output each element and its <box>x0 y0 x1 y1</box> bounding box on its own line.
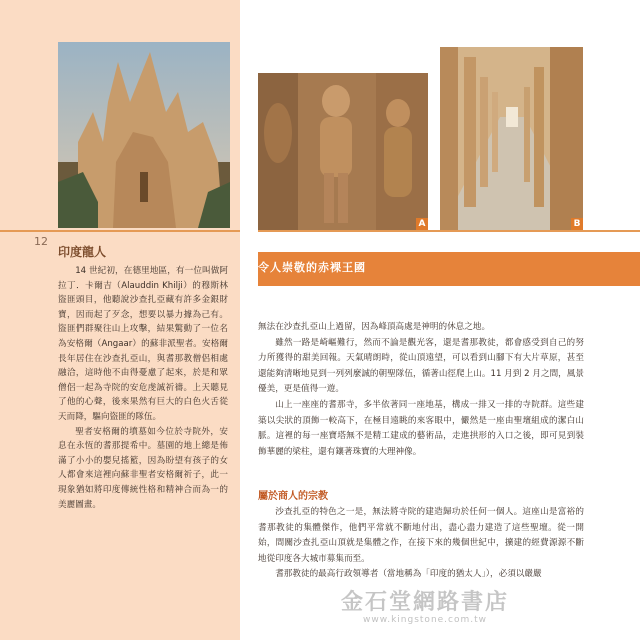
divider-right <box>258 230 640 232</box>
section-paragraph: 沙查扎亞的特色之一是，無法將寺院的建造歸功於任何一個人。這座山是富裕的耆那教徒的集體傑作，他們平常就不斷地付出，盡心盡力建造了這些聖壇。從一開始，間關沙查扎亞山頂就是集體之作，在接下來的幾個世紀中，擴建的經費源源不斷地從印度各大城市募集而至。 <box>258 507 584 564</box>
divider-left <box>0 230 240 232</box>
carving-photo <box>258 73 428 230</box>
section-text <box>258 505 584 583</box>
temple-photo <box>58 42 230 228</box>
photo-label-b: B <box>571 218 583 230</box>
main-text <box>258 320 584 460</box>
watermark-url: www.kingstone.com.tw <box>362 615 488 625</box>
corridor-photo <box>440 47 583 230</box>
photo-label-a: A <box>416 218 428 230</box>
watermark-text: 金石堂網路書店 <box>340 589 509 615</box>
main-paragraph: 雖然一路是崎嶇難行，然而不論是觀光客，還是耆那教徒，都會感受到自己的努力所獲得的甜美回報。天氣晴朗時，從山頂遠望，可以看到山腳下有大片草原，甚至還能夠清晰地見到一列列麼誠的朝聖隊伍，循著山徑爬上山。11 月到 2 月之間，風景優美，更是值得一遊。 <box>258 337 584 395</box>
sidebar-paragraph: 聖者安格爾的墳墓如今位於寺院外，安息在永恆的耆那提希中。墓園的地上總是佈滿了小小的嬰兒搖籃，因為盼望有孩子的女人都會來這裡向蘇非聖者安格爾祈子，此一現象猶如將印度傳統性格和精神合而為一的美麗圖畫。 <box>58 426 228 510</box>
sidebar-paragraph: 14 世紀初，在德里地區，有一位叫做阿拉丁．卡爾吉（Alauddin Khilji）的穆斯林盜匪頭目，他聽說沙查扎亞藏有許多金銀財寶，因而起了歹念，想要以暴力據為己有。盜匪們群聚往山上攻擊，結果驚動了一位名為安格爾（Angaar）的蘇非派聖者。安格爾長年居住在沙查扎亞山，與耆那教僧侶相處融洽，這時他不由得憂慮了起來，於是和眾僧侶一起為寺院的安危虔誠祈禱。上天聽見了他的心聲，後來果然有巨大的白色火舌從天而降，驅向盜匪的隊伍。 <box>58 266 228 422</box>
page-number: 12 <box>34 235 48 248</box>
sidebar-text <box>58 264 228 512</box>
main-paragraph: 無法在沙查扎亞山上過留，因為峰頂高處是神明的休息之地。 <box>258 322 491 332</box>
section-paragraph: 耆那教徒的最高行政領導者（當地稱為「印度的猶太人」），必須以嚴嚴 <box>275 569 542 580</box>
section-heading: 屬於商人的宗教 <box>258 491 328 502</box>
sidebar-heading: 印度龍人 <box>58 245 107 259</box>
main-paragraph: 山上一座座的耆那寺，多半依著同一座地基，構成一排又一排的寺院群。這些建築以尖狀的頂飾一較高下，在極目遠眺的來客眼中，儼然是一座由聖壇組成的潔白山脈。這裡的每一座寶塔無不是精工建成的藝術品，走進拱形的入口之後，即可見到裝飾華麗的梁柱，還有鑲著珠寶的大理神像。 <box>258 399 584 457</box>
chapter-title: 令人崇敬的赤裸王國 <box>258 261 366 274</box>
